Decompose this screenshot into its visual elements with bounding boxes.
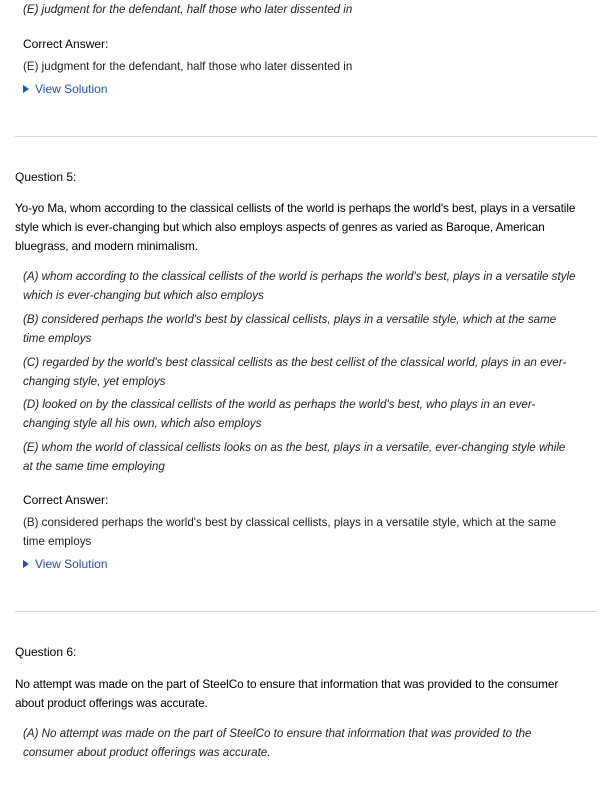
q5-option-a-line-1: (A) whom according to the classical cellists of the world is perhaps the world's best, plays in a versatile style xyxy=(23,270,576,283)
q5-view-solution-link[interactable] xyxy=(23,556,108,572)
q6-heading: Question 6: xyxy=(15,645,77,659)
q5-view-solution-label: View Solution xyxy=(35,557,108,571)
q5-option-e-line-2: at the same time employing xyxy=(23,460,165,473)
q4-correct-answer-label: Correct Answer: xyxy=(23,37,109,51)
q4-correct-answer-text: (E) judgment for the defendant, half those who later dissented in xyxy=(23,60,353,73)
q5-option-b-line-2: time employs xyxy=(23,332,92,345)
q5-option-c-line-1: (C) regarded by the world's best classical cellists as the best cellist of the classical world, plays in an ever- xyxy=(23,356,567,369)
q4-view-solution-link[interactable] xyxy=(23,81,108,97)
q5-correct-answer-line-1: (B) considered perhaps the world's best by classical cellists, plays in a versatile style, which at the same xyxy=(23,516,557,529)
q4-option-e: (E) judgment for the defendant, half those who later dissented in xyxy=(23,3,353,16)
divider xyxy=(15,611,597,612)
q5-option-d-line-1: (D) looked on by the classical cellists of the world as perhaps the world's best, who plays in an ever- xyxy=(23,398,536,411)
q5-stem-line-2: style which is ever-changing but which also employs aspects of genres as varied as Baroque, American xyxy=(15,220,545,234)
q5-correct-answer-line-2: time employs xyxy=(23,535,92,548)
q5-stem-line-1: Yo-yo Ma, whom according to the classical cellists of the world is perhaps the world's best, plays in a versatile xyxy=(15,201,576,215)
q6-option-a-line-2: consumer about product offerings was accurate. xyxy=(23,746,271,759)
q6-option-a-line-1: (A) No attempt was made on the part of SteelCo to ensure that information that was provided to the xyxy=(23,727,532,740)
q4-view-solution-label: View Solution xyxy=(35,82,108,96)
disclosure-triangle-icon xyxy=(23,85,29,93)
divider xyxy=(15,136,597,137)
disclosure-triangle-icon xyxy=(23,560,29,568)
q5-option-e-line-1: (E) whom the world of classical cellists looks on as the best, plays in a versatile, ever-changing style while xyxy=(23,441,566,454)
q5-heading: Question 5: xyxy=(15,170,77,184)
q5-option-d-line-2: changing style all his own, which also employs xyxy=(23,417,262,430)
q5-option-c-line-2: changing style, yet employs xyxy=(23,375,166,388)
q5-option-a-line-2: which is ever-changing but which also employs xyxy=(23,289,264,302)
q5-stem-line-3: bluegrass, and modern minimalism. xyxy=(15,239,198,253)
q6-stem-line-1: No attempt was made on the part of SteelCo to ensure that information that was provided to the consumer xyxy=(15,677,559,691)
q5-option-b-line-1: (B) considered perhaps the world's best by classical cellists, plays in a versatile style, which at the same xyxy=(23,313,557,326)
q5-correct-answer-label: Correct Answer: xyxy=(23,493,109,507)
q6-stem-line-2: about product offerings was accurate. xyxy=(15,696,208,710)
